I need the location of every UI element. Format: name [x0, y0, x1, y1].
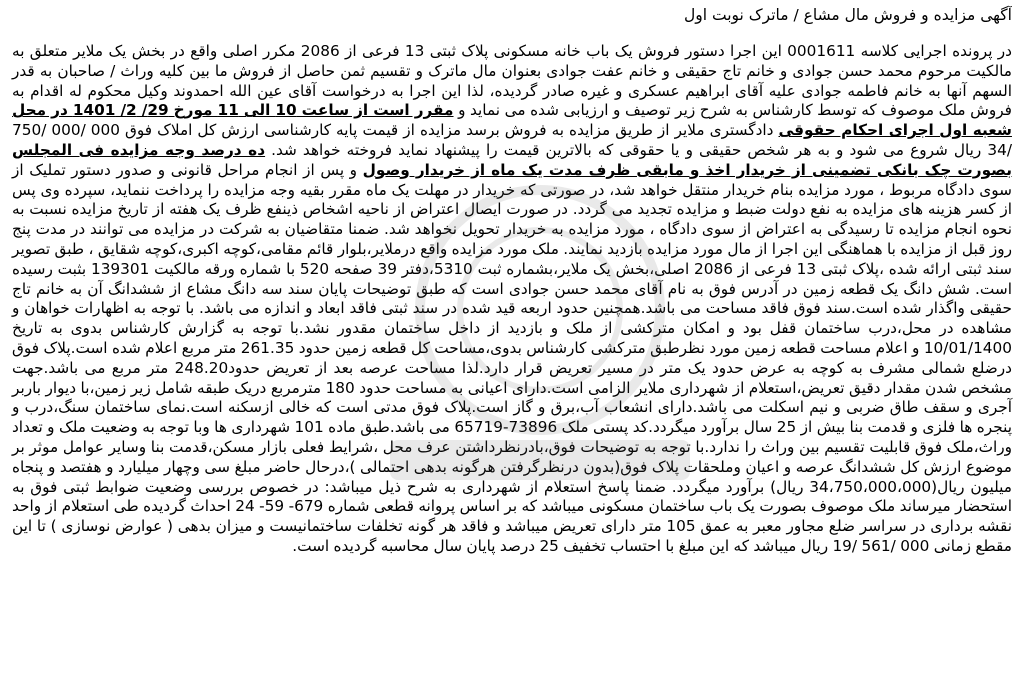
notice-title: آگهی مزایده و فروش مال مشاع / ماترک نوبت اول — [684, 6, 1012, 24]
notice-paragraph-price: دادگستری ملایر از طریق مزایده به فروش برسد مزایده از قیمت پایه کارشناسی ارزش کل املاک فوق 000 /000 /750 /34 ریال شروع می شود و به هر شخص حقیقی و یا حقوقی که بالاترین قیمت را پیشنهاد نماید فروخته خواهد شد. — [12, 121, 1013, 159]
notice-body — [12, 42, 1012, 557]
deposit-terms: ده درصد وجه مزایده فی المجلس بصورت چک بانکی تضمینی از خریدار اخذ و مابقی ظرف مدت یک ماه از خریدار وصول — [12, 140, 1013, 179]
notice-paragraph-details: و پس از انجام مراحل قانونی و صدور دستور تملیک از سوی دادگاه مربوط ، مورد مزایده بنام خریدار منتقل خواهد شد، در صورتی که خریدار در مهلت یک ماه مقرر بقیه وجه مزایده را پرداخت ننماید، سپرده وی پس از کسر هزینه های مزایده به نفع دولت ضبط و مزایده تجدید می گردد. در صورت ایصال اعتراض از ناحیه اشخاص ذینفع ظرف یک هفته از تاریخ مزایده نسبت به نحوه انجام مزایده تا رسیدگی به اعتراض از سوی دادگاه ، مورد مزایده به خریدار تحویل نخواهد شد. ضمنا متقاضیان به شرکت در مزایده می توانند در مدت پنج روز قبل از مزایده با هماهنگی این اجرا از مال مورد مزایده بازدید نمایند. ملک مورد مزایده واقع درملایر،بلوار قائم مقامی،کوچه اکبری،کوچه شقایق ، طبق تصویر سند ثبتی ارائه شده ،پلاک ثبتی 13 فرعی از 2086 اصلی،بخش یک ملایر،بشماره ثبت 5310،دفتر 39 صفحه 520 با شماره ورقه مالکیت 139301 بثبت رسیده است. شش دانگ یک قطعه زمین در آدرس فوق به نام آقای محمد حسن جوادی است که طبق توضیحات پایان سند سه دانگ مشاع از ششدانگ آن به خانم تاج حقیقی واگذار شده است.سند فوق فاقد مساحت می باشد.همچنین حدود اربعه قید شده در سند ثبتی فاقد ابعاد و اندازه می باشد. با توجه به اظهارات خواهان و مشاهده در محل،درب ساختمان قفل بود و امکان مترکشی از ملک و بازدید از داخل ساختمان مقدور نشد.با توجه به گزارش کارشناس بدوی به تاریخ 10/01/1400 و اعلام مساحت قطعه زمین مورد نظرطبق مترکشی کارشناس بدوی،مساحت کل قطعه زمین حدود 261.35 متر مربع اعلام شده است.پلاک فوق درضلع شمالی مشرف به کوچه به عرض حدود یک متر در مسیر تعریض قرار دارد.لذا مساحت عرصه بعد از تعریض حدود248.20 متر مربع می باشد.جهت مشخص شدن مقدار دقیق تعریض،استعلام از شهرداری ملایر الزامی است.دارای اعیانی به مساحت حدود 180 مترمربع دریک طبقه شامل زیر زمین،با دیوار باربر آجری و سقف طاق ضربی و نیم اسکلت می باشد.دارای انشعاب آب،برق و گاز است.پلاک فوق مدتی است که خالی ازسکنه است.نمای ساختمان سنگ،درب و پنجره ها فلزی و قدمت بنا بیش از 25 سال برآورد میگردد.کد پستی ملک 73896-65719 می باشد.طبق ماده 101 شهرداری ها وبا توجه به وضعیت ملک و تعداد وراث،ملک فوق قابلیت تقسیم بین وراث را ندارد.با توجه به توضیحات فوق،بادرنظرداشتن عرف محل ،شرایط فعلی بازار مسکن،قدمت بنا وسایر عوامل موثر بر موضوع ارزش کل ششدانگ عرصه و اعیان وملحقات پلاک فوق(بدون درنظرگرفتن هرگونه بدهی احتمالی )،درحال حاضر مبلغ سی وچهار میلیارد و هفتصد و پنجاه میلیون ریال(34،750،000،000 ریال) برآورد میگردد. ضمنا پاسخ استعلام از شهرداری به شرح ذیل میباشد: در خصوص بررسی وضعیت ضوابط ثبتی فوق به استحضار میرساند ملک موصوف بصورت یک باب ساختمان مسکونی میباشد که بر اساس پروانه قطعی شماره 679- 59- 24 احداث گردیده طی استعلام از واحد نقشه برداری در سراسر ضلع مجاور معبر به عمق 105 متر دارای تعریض میباشد و فاقد هر گونه تخلفات ساختمانیست و میزان بدهی ( عوارض نوسازی ) تا این مقطع زمانی 000 /561 /19 ریال میباشد که این مبلغ با احتساب تخفیف 25 درصد پایان سال محاسبه گردیده است. — [12, 160, 1013, 555]
auction-time-place: مقرر است از ساعت 10 الی 11 مورخ 29/ 2/ 1401 در محل شعبه اول اجرای احکام حقوقی — [12, 101, 1012, 140]
notice-paragraph-intro: در پرونده اجرایی کلاسه 0001611 این اجرا دستور فروش یک باب خانه مسکونی پلاک ثبتی 13 فرعی از 2086 مکرر اصلی واقع در بخش یک ملایر متعلق به مالکیت مرحوم محمد حسن جوادی و خانم تاج حقیقی و خانم عفت جوادی بعنوان مال ماترک و تقسیم ثمن حاصل از فروش ما بین کلیه وراث / صاحبان به قدر السهم آنها به خانم فاطمه جوادی علیه آقای ابراهیم عسکری و غیره صادر گردیده، لذا این اجرا به درخواست آقای عین الله احمدوند وکیل محکوم له اقدام به فروش ملک موصوف که توسط کارشناس به شرح زیر توصیف و ارزیابی شده می نماید و — [12, 42, 1012, 120]
